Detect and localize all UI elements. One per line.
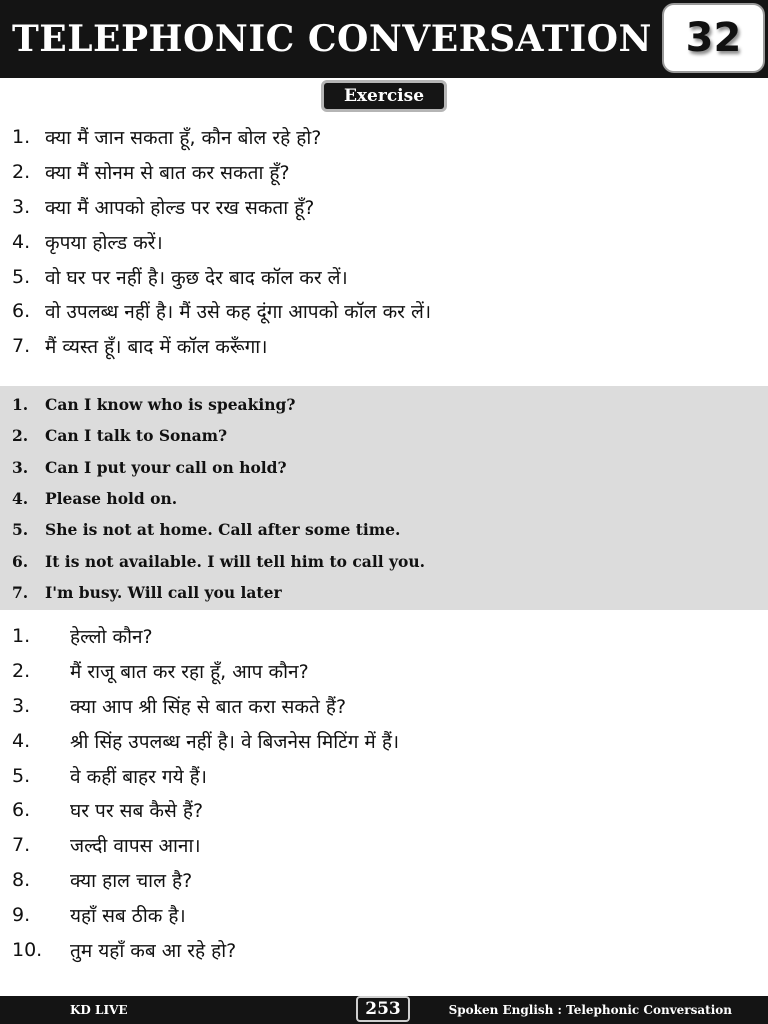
item-number: 1. (12, 395, 29, 415)
list-item (0, 389, 425, 420)
publisher-name: KD LIVE (70, 1003, 128, 1017)
list-item (0, 420, 425, 451)
hindi-sentence-list-1 (0, 120, 431, 364)
list-item (0, 224, 431, 259)
item-number: 4. (12, 729, 31, 752)
item-text: She is not at home. Call after some time. (45, 520, 401, 540)
list-item (0, 514, 425, 545)
item-text: श्री सिंह उपलब्ध नहीं है। वे बिजनेस मिटिंग में हैं। (70, 730, 400, 753)
list-item (0, 758, 399, 793)
list-item (0, 932, 399, 967)
hindi-sentence-list-2 (0, 619, 399, 967)
list-item (0, 619, 399, 654)
list-item (0, 863, 399, 898)
item-text: Can I talk to Sonam? (45, 426, 228, 446)
item-number: 7. (12, 335, 31, 358)
list-item (0, 294, 431, 329)
item-number: 1. (12, 625, 31, 648)
item-number: 5. (12, 265, 31, 288)
item-text: मैं राजू बात कर रहा हूँ, आप कौन? (70, 661, 309, 684)
item-text: यहाँ सब ठीक है। (70, 904, 186, 927)
item-number: 5. (12, 520, 29, 540)
item-number: 4. (12, 489, 29, 509)
item-text: वो उपलब्ध नहीं है। मैं उसे कह दूंगा आपको कॉल कर लें। (45, 301, 432, 324)
list-item (0, 259, 431, 294)
item-text: जल्दी वापस आना। (70, 835, 201, 858)
item-text: It is not available. I will tell him to call you. (45, 551, 426, 571)
page-title: TELEPHONIC CONVERSATION (12, 18, 652, 60)
list-item (0, 120, 431, 155)
list-item (0, 897, 399, 932)
item-number: 2. (12, 426, 29, 446)
item-number: 4. (12, 230, 31, 253)
page-header (0, 0, 768, 78)
item-text: क्या हाल चाल है? (70, 869, 193, 892)
item-number: 10. (12, 938, 43, 961)
list-item (0, 452, 425, 483)
item-number: 1. (12, 126, 31, 149)
item-text: वे कहीं बाहर गये हैं। (70, 765, 207, 788)
item-number: 6. (12, 551, 29, 571)
list-item (0, 483, 425, 514)
item-number: 8. (12, 868, 31, 891)
item-text: घर पर सब कैसे हैं? (70, 800, 204, 823)
english-sentence-list (0, 386, 425, 608)
item-number: 9. (12, 903, 31, 926)
item-number: 6. (12, 300, 31, 323)
list-item (0, 329, 431, 364)
list-item (0, 689, 399, 724)
list-item (0, 155, 431, 190)
item-number: 3. (12, 694, 31, 717)
page-footer (0, 996, 768, 1024)
item-number: 2. (12, 660, 31, 683)
exercise-label: Exercise (321, 80, 447, 112)
list-item (0, 654, 399, 689)
list-item (0, 577, 425, 608)
chapter-number-badge (662, 3, 765, 73)
item-number: 3. (12, 195, 31, 218)
item-number: 7. (12, 582, 29, 602)
item-number: 5. (12, 764, 31, 787)
item-text: Can I put your call on hold? (45, 457, 287, 477)
item-text: क्या आप श्री सिंह से बात करा सकते हैं? (70, 695, 347, 718)
list-item (0, 545, 425, 576)
item-number: 2. (12, 161, 31, 184)
item-number: 7. (12, 834, 31, 857)
item-text: क्या मैं सोनम से बात कर सकता हूँ? (45, 162, 290, 185)
item-number: 6. (12, 799, 31, 822)
item-number: 3. (12, 457, 29, 477)
item-text: Please hold on. (45, 489, 178, 509)
book-section-title: Spoken English : Telephonic Conversation (448, 1003, 732, 1017)
list-item (0, 723, 399, 758)
list-item (0, 793, 399, 828)
item-text: कृपया होल्ड करें। (45, 231, 163, 254)
item-text: हेल्लो कौन? (70, 626, 153, 649)
item-text: क्या मैं आपको होल्ड पर रख सकता हूँ? (45, 196, 315, 219)
item-text: मैं व्यस्त हूँ। बाद में कॉल करूँगा। (45, 336, 268, 359)
item-text: तुम यहाँ कब आ रहे हो? (70, 939, 237, 962)
item-text: क्या मैं जान सकता हूँ, कौन बोल रहे हो? (45, 127, 322, 150)
item-text: I'm busy. Will call you later (45, 582, 282, 602)
page-number: 253 (356, 996, 410, 1022)
item-text: Can I know who is speaking? (45, 395, 296, 415)
item-text: वो घर पर नहीं है। कुछ देर बाद कॉल कर लें। (45, 266, 348, 289)
list-item (0, 190, 431, 225)
list-item (0, 828, 399, 863)
chapter-number: 32 (685, 15, 742, 61)
